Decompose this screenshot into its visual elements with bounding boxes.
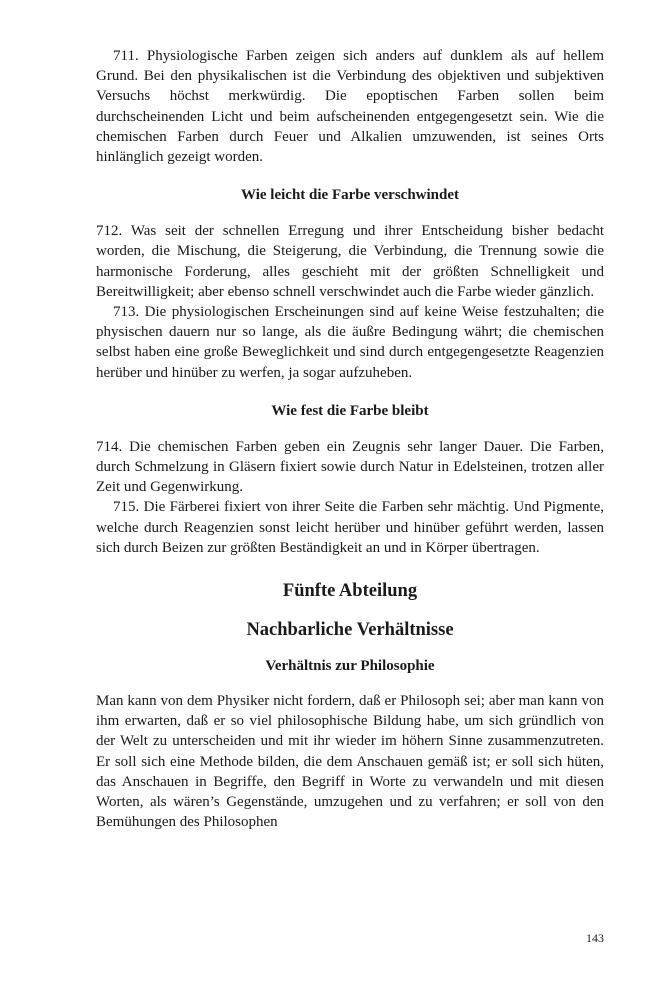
heading-color-vanishes: Wie leicht die Farbe verschwindet bbox=[240, 187, 460, 204]
heading-color-remains: Wie fest die Farbe bleibt bbox=[271, 402, 429, 419]
page-number: 143 bbox=[586, 931, 604, 945]
heading-part: Fünfte Abteilung bbox=[282, 581, 418, 602]
paragraph-715: 715. Die Färberei fixiert von ihrer Seite die Farben sehr mächtig. Und Pigmente, welche durch Reagenzien sonst leicht herüber und hinüber geführt werden, lassen sich durch Beizen zur größten Beständigkeit an und in Körper übertragen. bbox=[96, 499, 604, 556]
heading-chapter: Nachbarliche Verhältnisse bbox=[246, 620, 454, 641]
heading-philosophy: Verhältnis zur Philosophie bbox=[265, 658, 435, 675]
paragraph-714: 714. Die chemischen Farben geben ein Zeugnis sehr langer Dauer. Die Farben, durch Schmelzung in Gläsern fixiert sowie durch Natur in Edelsteinen, trotzen aller Zeit und Gegenwirkung. bbox=[96, 438, 604, 496]
paragraph-711: 711. Physiologische Farben zeigen sich anders auf dunklem als auf hellem Grund. Bei den physikalischen ist die Verbindung des objektiven und subjektiven Versuchs höchst merkwürdig. Die epoptischen Farben sollen beim durchscheinenden Licht und beim aufscheinenden entgegengesetzt sein. Wie die chemischen Farben durch Feuer und Alkalien umzuwenden, ist seines Orts hinlänglich gezeigt worden. bbox=[96, 48, 604, 166]
paragraph-712: 712. Was seit der schnellen Erregung und ihrer Entscheidung bisher bedacht worden, die Mischung, die Steigerung, die Verbindung, die Trennung sowie die harmonische Forderung, alles geschieht mit der größten Schnelligkeit und Bereitwilligkeit; aber ebenso schnell verschwindet auch die Farbe wieder gänzlich. bbox=[96, 223, 604, 300]
page-body bbox=[96, 46, 604, 832]
paragraph-philosophy: Man kann von dem Physiker nicht fordern, daß er Philosoph sei; aber man kann von ihm erwarten, daß er so viel philosophische Bildung habe, um sich gründlich von der Welt zu unterscheiden und mit ihr wieder im höhern Sinne zusammenzutreten. Er soll sich eine Methode bilden, die dem Anschauen gemäß ist; er soll sich hüten, das Anschauen in Begriffe, den Begriff in Worte zu verwandeln und mit diesen Worten, als wären’s Gegenstände, umzugehen und zu verfahren; er soll von den Bemühungen des Philosophen bbox=[96, 693, 604, 831]
paragraph-713: 713. Die physiologischen Erscheinungen sind auf keine Weise festzuhalten; die physischen dauern nur so lange, als die äußre Bedingung währt; die chemischen selbst haben eine große Beweglichkeit und sind durch entgegengesetzte Reagenzien herüber und hinüber zu werfen, ja sogar aufzuheben. bbox=[96, 304, 604, 381]
